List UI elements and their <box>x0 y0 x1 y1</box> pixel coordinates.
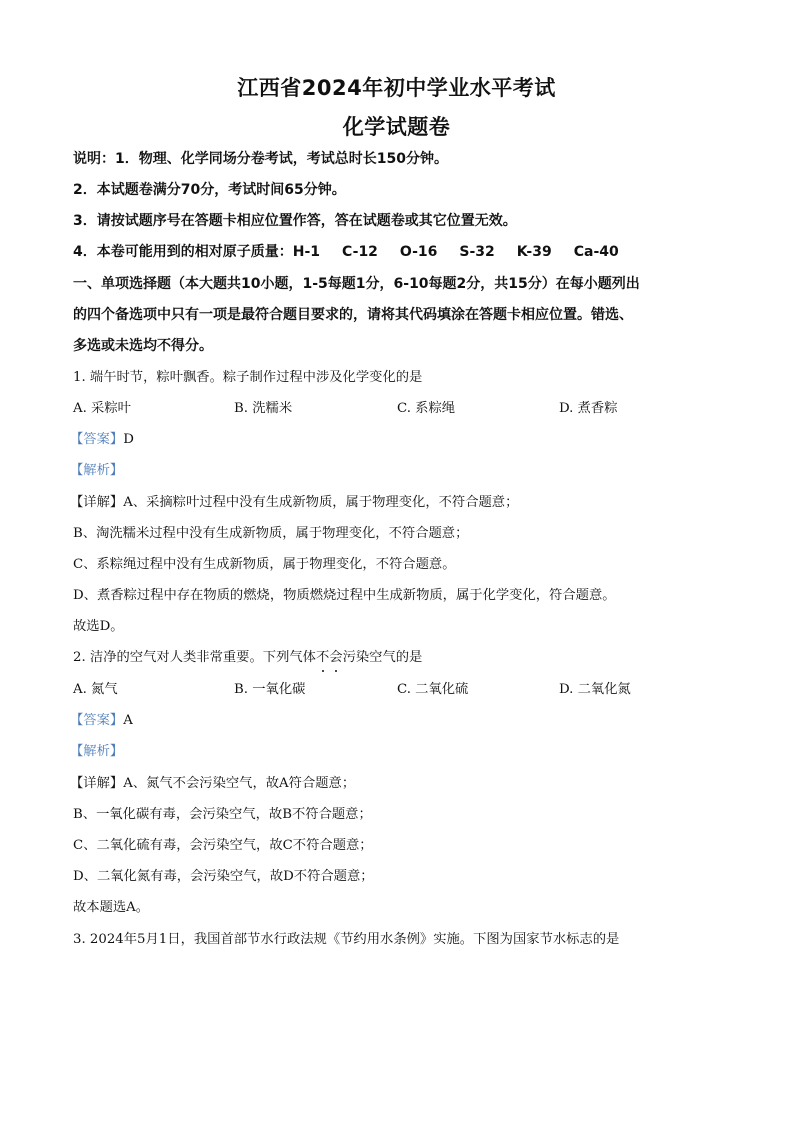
detail-tag: 【详解】 <box>70 495 124 510</box>
question-2-conclusion: 故本题选A。 <box>73 900 150 915</box>
instruction-1: 说明：1．物理、化学同场分卷考试，考试总时长150分钟。 <box>73 151 448 167</box>
question-2-detail-b: B、一氧化碳有毒，会污染空气，故B不符合题意； <box>73 807 372 822</box>
answer-value: D <box>123 432 134 447</box>
instruction-4 <box>73 243 641 261</box>
question-2-detail-d: D、二氧化氮有毒，会污染空气，故D不符合题意； <box>73 869 374 884</box>
section-heading-line-2: 的四个备选项中只有一项是最符合题目要求的，请将其代码填涂在答题卡相应位置。错选、 <box>73 307 633 323</box>
question-2-detail-a: 【详解】A、氮气不会污染空气，故A符合题意； <box>70 776 356 791</box>
question-2-stem: 2. 洁净的空气对人类非常重要。下列气体不会污染空气的是 <box>73 650 423 665</box>
question-1-answer <box>70 431 134 449</box>
instruction-2: 2．本试题卷满分70分，考试时间65分钟。 <box>73 182 346 198</box>
question-1-detail-b: B、淘洗糯米过程中没有生成新物质，属于物理变化，不符合题意； <box>73 526 469 541</box>
section-heading-line-3: 多选或未选均不得分。 <box>73 338 213 354</box>
atomic-mass-label: 4．本卷可能用到的相对原子质量： <box>73 244 293 260</box>
question-1-option-c: C. 系粽绳 <box>397 401 456 416</box>
answer-tag: 【答案】 <box>70 713 124 728</box>
section-heading-line-1: 一、单项选择题（本大题共10小题，1-5每题1分，6-10每题2分，共15分）在每小题列出 <box>73 276 640 292</box>
exam-title: 江西省2024年初中学业水平考试 <box>237 76 556 100</box>
atomic-mass-s: S-32 <box>459 244 495 260</box>
emphasis-char: 不 <box>315 650 330 665</box>
question-1-detail-a: 【详解】A、采摘粽叶过程中没有生成新物质，属于物理变化，不符合题意； <box>70 495 519 510</box>
atomic-mass-ca: Ca-40 <box>573 244 619 260</box>
exam-subtitle: 化学试题卷 <box>342 115 451 139</box>
atomic-mass-o: O-16 <box>399 244 438 260</box>
question-2-option-b: B. 一氧化碳 <box>234 682 306 697</box>
atomic-mass-c: C-12 <box>342 244 378 260</box>
question-1-conclusion: 故选D。 <box>73 619 124 634</box>
question-1-option-b: B. 洗糯米 <box>234 401 293 416</box>
question-2-option-a: A. 氮气 <box>73 682 118 697</box>
question-2-option-c: C. 二氧化硫 <box>397 682 469 697</box>
question-2-detail-c: C、二氧化硫有毒，会污染空气，故C不符合题意； <box>73 838 373 853</box>
question-1-detail-d: D、煮香粽过程中存在物质的燃烧，物质燃烧过程中生成新物质，属于化学变化，符合题意。 <box>73 588 616 603</box>
detail-tag: 【详解】 <box>70 776 124 791</box>
atomic-mass-h: H-1 <box>292 244 321 260</box>
question-2-analysis-tag: 【解析】 <box>70 744 124 759</box>
question-1-option-a: A. 采粽叶 <box>73 401 131 416</box>
answer-value: A <box>123 713 133 728</box>
question-2-answer <box>70 712 133 730</box>
answer-tag: 【答案】 <box>70 432 124 447</box>
atomic-mass-k: K-39 <box>516 244 552 260</box>
question-1-detail-c: C、系粽绳过程中没有生成新物质，属于物理变化，不符合题意。 <box>73 557 456 572</box>
question-3-stem: 3. 2024年5月1日，我国首部节水行政法规《节约用水条例》实施。下图为国家节水标志的是 <box>73 932 620 947</box>
instruction-3: 3．请按试题序号在答题卡相应位置作答，答在试题卷或其它位置无效。 <box>73 213 517 229</box>
question-1-analysis-tag: 【解析】 <box>70 463 124 478</box>
question-1-option-d: D. 煮香粽 <box>559 401 618 416</box>
emphasis-char: 会 <box>329 650 343 665</box>
question-2-option-d: D. 二氧化氮 <box>559 682 631 697</box>
question-1-stem: 1. 端午时节，粽叶飘香。粽子制作过程中涉及化学变化的是 <box>73 370 423 385</box>
